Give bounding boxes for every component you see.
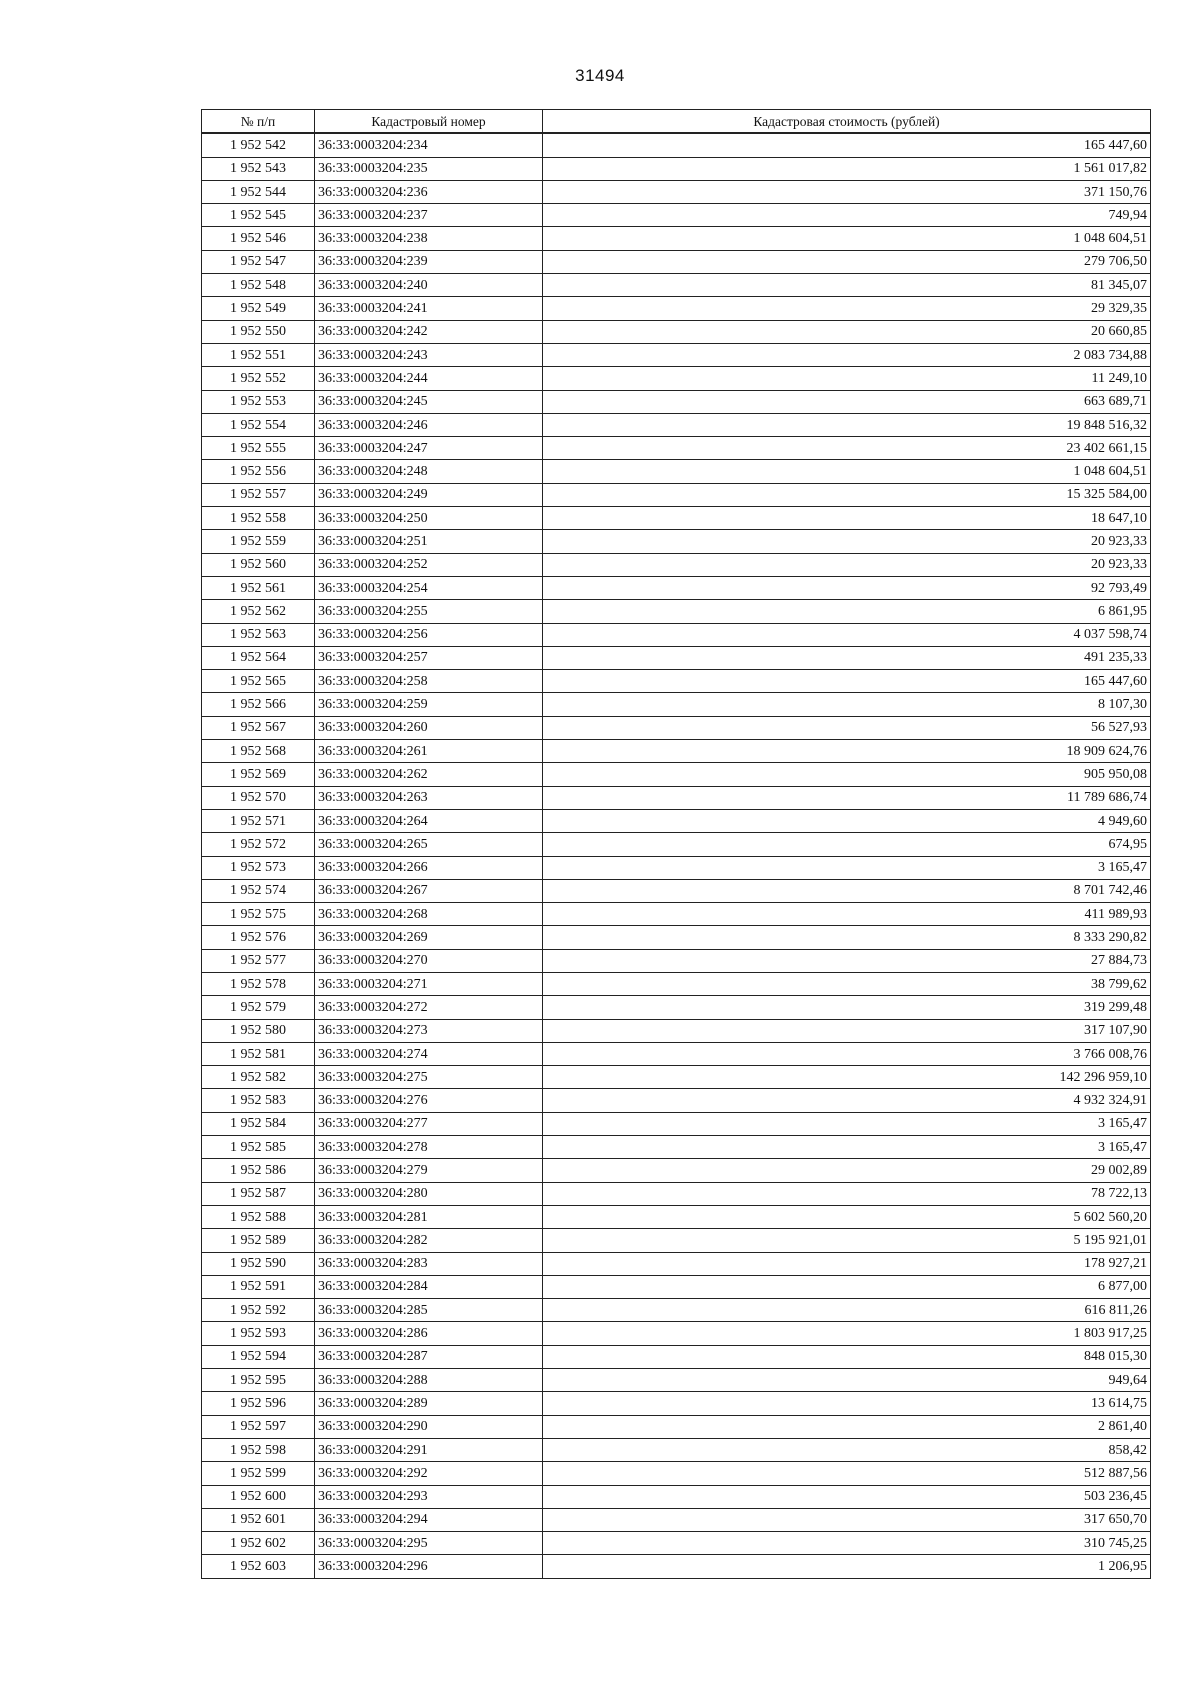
cadastral-number-cell: 36:33:0003204:254 [315, 576, 543, 599]
row-number-cell: 1 952 566 [202, 693, 315, 716]
cadastral-value-cell: 11 789 686,74 [543, 786, 1151, 809]
table-row [202, 274, 1151, 297]
cadastral-value-cell: 663 689,71 [543, 390, 1151, 413]
table-row [202, 250, 1151, 273]
table-row [202, 437, 1151, 460]
row-number-cell: 1 952 589 [202, 1229, 315, 1252]
row-number-cell: 1 952 564 [202, 646, 315, 669]
table-row [202, 600, 1151, 623]
cadastral-value-cell: 8 701 742,46 [543, 879, 1151, 902]
cadastral-value-cell: 4 949,60 [543, 809, 1151, 832]
table-row [202, 1136, 1151, 1159]
table-row [202, 1112, 1151, 1135]
table-row [202, 553, 1151, 576]
table-row [202, 1369, 1151, 1392]
cadastral-value-cell: 674,95 [543, 833, 1151, 856]
cadastral-number-cell: 36:33:0003204:263 [315, 786, 543, 809]
row-number-cell: 1 952 599 [202, 1462, 315, 1485]
cadastral-number-cell: 36:33:0003204:234 [315, 133, 543, 157]
row-number-cell: 1 952 595 [202, 1369, 315, 1392]
cadastral-number-cell: 36:33:0003204:271 [315, 972, 543, 995]
cadastral-value-cell: 503 236,45 [543, 1485, 1151, 1508]
row-number-cell: 1 952 579 [202, 996, 315, 1019]
cadastral-value-cell: 749,94 [543, 204, 1151, 227]
cadastral-number-cell: 36:33:0003204:289 [315, 1392, 543, 1415]
cadastral-number-cell: 36:33:0003204:257 [315, 646, 543, 669]
cadastral-value-cell: 279 706,50 [543, 250, 1151, 273]
cadastral-number-cell: 36:33:0003204:282 [315, 1229, 543, 1252]
table-row [202, 879, 1151, 902]
cadastral-value-cell: 13 614,75 [543, 1392, 1151, 1415]
cadastral-number-cell: 36:33:0003204:265 [315, 833, 543, 856]
table-row [202, 972, 1151, 995]
cadastral-value-cell: 949,64 [543, 1369, 1151, 1392]
cadastral-value-cell: 3 165,47 [543, 1112, 1151, 1135]
table-row [202, 926, 1151, 949]
row-number-cell: 1 952 573 [202, 856, 315, 879]
cadastral-number-cell: 36:33:0003204:274 [315, 1042, 543, 1065]
cadastral-value-cell: 20 923,33 [543, 553, 1151, 576]
cadastral-value-cell: 371 150,76 [543, 180, 1151, 203]
cadastral-number-cell: 36:33:0003204:243 [315, 343, 543, 366]
cadastral-number-cell: 36:33:0003204:292 [315, 1462, 543, 1485]
row-number-cell: 1 952 598 [202, 1438, 315, 1461]
cadastral-value-cell: 1 206,95 [543, 1555, 1151, 1578]
cadastral-number-cell: 36:33:0003204:270 [315, 949, 543, 972]
table-row [202, 1555, 1151, 1578]
row-number-cell: 1 952 588 [202, 1205, 315, 1228]
page-number: 31494 [575, 66, 625, 85]
row-number-cell: 1 952 560 [202, 553, 315, 576]
cadastral-value-cell: 38 799,62 [543, 972, 1151, 995]
table-row [202, 180, 1151, 203]
row-number-cell: 1 952 565 [202, 670, 315, 693]
table-row [202, 833, 1151, 856]
table-row [202, 576, 1151, 599]
table-row [202, 204, 1151, 227]
cadastral-value-cell: 491 235,33 [543, 646, 1151, 669]
row-number-cell: 1 952 546 [202, 227, 315, 250]
table-header [202, 110, 1151, 134]
cadastral-value-cell: 1 048 604,51 [543, 460, 1151, 483]
table-row [202, 1462, 1151, 1485]
cadastral-number-cell: 36:33:0003204:241 [315, 297, 543, 320]
cadastral-number-cell: 36:33:0003204:277 [315, 1112, 543, 1135]
cadastral-number-cell: 36:33:0003204:287 [315, 1345, 543, 1368]
cadastral-number-cell: 36:33:0003204:268 [315, 903, 543, 926]
row-number-cell: 1 952 569 [202, 763, 315, 786]
cadastral-value-cell: 1 561 017,82 [543, 157, 1151, 180]
cadastral-number-cell: 36:33:0003204:236 [315, 180, 543, 203]
cadastral-number-cell: 36:33:0003204:284 [315, 1275, 543, 1298]
row-number-cell: 1 952 557 [202, 483, 315, 506]
cadastral-value-cell: 27 884,73 [543, 949, 1151, 972]
cadastral-number-cell: 36:33:0003204:239 [315, 250, 543, 273]
cadastral-value-cell: 142 296 959,10 [543, 1066, 1151, 1089]
cadastral-number-cell: 36:33:0003204:251 [315, 530, 543, 553]
cadastral-number-cell: 36:33:0003204:267 [315, 879, 543, 902]
cadastral-number-cell: 36:33:0003204:283 [315, 1252, 543, 1275]
cadastral-number-cell: 36:33:0003204:296 [315, 1555, 543, 1578]
table-row [202, 320, 1151, 343]
table-row [202, 460, 1151, 483]
row-number-cell: 1 952 583 [202, 1089, 315, 1112]
cadastral-number-cell: 36:33:0003204:250 [315, 507, 543, 530]
cadastral-number-cell: 36:33:0003204:242 [315, 320, 543, 343]
table-row [202, 1066, 1151, 1089]
cadastral-number-cell: 36:33:0003204:275 [315, 1066, 543, 1089]
cadastral-value-cell: 23 402 661,15 [543, 437, 1151, 460]
cadastral-number-cell: 36:33:0003204:280 [315, 1182, 543, 1205]
header-cadastral-number: Кадастровый номер [315, 110, 543, 134]
row-number-cell: 1 952 545 [202, 204, 315, 227]
row-number-cell: 1 952 543 [202, 157, 315, 180]
cadastral-value-cell: 165 447,60 [543, 670, 1151, 693]
cadastral-value-cell: 11 249,10 [543, 367, 1151, 390]
row-number-cell: 1 952 575 [202, 903, 315, 926]
cadastral-value-table [201, 109, 1151, 1579]
table-row [202, 1345, 1151, 1368]
cadastral-value-cell: 1 803 917,25 [543, 1322, 1151, 1345]
cadastral-number-cell: 36:33:0003204:295 [315, 1532, 543, 1555]
row-number-cell: 1 952 561 [202, 576, 315, 599]
cadastral-value-cell: 4 932 324,91 [543, 1089, 1151, 1112]
cadastral-value-cell: 858,42 [543, 1438, 1151, 1461]
cadastral-value-cell: 5 602 560,20 [543, 1205, 1151, 1228]
cadastral-value-cell: 8 333 290,82 [543, 926, 1151, 949]
row-number-cell: 1 952 555 [202, 437, 315, 460]
table-row [202, 740, 1151, 763]
table-body [202, 133, 1151, 1578]
row-number-cell: 1 952 600 [202, 1485, 315, 1508]
row-number-cell: 1 952 544 [202, 180, 315, 203]
row-number-cell: 1 952 574 [202, 879, 315, 902]
table-row [202, 343, 1151, 366]
table-row [202, 1229, 1151, 1252]
row-number-cell: 1 952 568 [202, 740, 315, 763]
table-row [202, 996, 1151, 1019]
table-row [202, 1438, 1151, 1461]
cadastral-value-cell: 56 527,93 [543, 716, 1151, 739]
row-number-cell: 1 952 562 [202, 600, 315, 623]
cadastral-value-cell: 848 015,30 [543, 1345, 1151, 1368]
table-row [202, 1019, 1151, 1042]
cadastral-value-cell: 616 811,26 [543, 1299, 1151, 1322]
table-row [202, 809, 1151, 832]
cadastral-value-cell: 3 165,47 [543, 1136, 1151, 1159]
cadastral-value-cell: 6 861,95 [543, 600, 1151, 623]
row-number-cell: 1 952 582 [202, 1066, 315, 1089]
row-number-cell: 1 952 567 [202, 716, 315, 739]
cadastral-value-cell: 18 909 624,76 [543, 740, 1151, 763]
row-number-cell: 1 952 590 [202, 1252, 315, 1275]
cadastral-value-cell: 1 048 604,51 [543, 227, 1151, 250]
cadastral-number-cell: 36:33:0003204:272 [315, 996, 543, 1019]
table-row [202, 1532, 1151, 1555]
row-number-cell: 1 952 586 [202, 1159, 315, 1182]
cadastral-value-cell: 317 650,70 [543, 1508, 1151, 1531]
cadastral-number-cell: 36:33:0003204:293 [315, 1485, 543, 1508]
cadastral-value-cell: 178 927,21 [543, 1252, 1151, 1275]
table-row [202, 1322, 1151, 1345]
cadastral-number-cell: 36:33:0003204:276 [315, 1089, 543, 1112]
row-number-cell: 1 952 594 [202, 1345, 315, 1368]
cadastral-number-cell: 36:33:0003204:255 [315, 600, 543, 623]
row-number-cell: 1 952 597 [202, 1415, 315, 1438]
cadastral-value-cell: 3 165,47 [543, 856, 1151, 879]
header-row-number: № п/п [202, 110, 315, 134]
cadastral-value-cell: 78 722,13 [543, 1182, 1151, 1205]
cadastral-value-cell: 81 345,07 [543, 274, 1151, 297]
cadastral-value-cell: 317 107,90 [543, 1019, 1151, 1042]
table-row [202, 1182, 1151, 1205]
cadastral-value-cell: 8 107,30 [543, 693, 1151, 716]
row-number-cell: 1 952 587 [202, 1182, 315, 1205]
row-number-cell: 1 952 576 [202, 926, 315, 949]
table-row [202, 390, 1151, 413]
table-row [202, 133, 1151, 157]
cadastral-value-cell: 19 848 516,32 [543, 413, 1151, 436]
header-cadastral-value: Кадастровая стоимость (рублей) [543, 110, 1151, 134]
row-number-cell: 1 952 577 [202, 949, 315, 972]
table-row [202, 670, 1151, 693]
table-row [202, 1415, 1151, 1438]
table-row [202, 1508, 1151, 1531]
row-number-cell: 1 952 572 [202, 833, 315, 856]
cadastral-number-cell: 36:33:0003204:256 [315, 623, 543, 646]
table-row [202, 483, 1151, 506]
table-row [202, 623, 1151, 646]
row-number-cell: 1 952 585 [202, 1136, 315, 1159]
table-row [202, 507, 1151, 530]
cadastral-value-cell: 29 002,89 [543, 1159, 1151, 1182]
cadastral-number-cell: 36:33:0003204:264 [315, 809, 543, 832]
table-row [202, 786, 1151, 809]
cadastral-number-cell: 36:33:0003204:262 [315, 763, 543, 786]
table-row [202, 646, 1151, 669]
table-row [202, 903, 1151, 926]
table-row [202, 1299, 1151, 1322]
row-number-cell: 1 952 603 [202, 1555, 315, 1578]
table-row [202, 530, 1151, 553]
cadastral-value-cell: 92 793,49 [543, 576, 1151, 599]
cadastral-number-cell: 36:33:0003204:249 [315, 483, 543, 506]
table-row [202, 856, 1151, 879]
cadastral-number-cell: 36:33:0003204:286 [315, 1322, 543, 1345]
row-number-cell: 1 952 570 [202, 786, 315, 809]
cadastral-number-cell: 36:33:0003204:235 [315, 157, 543, 180]
cadastral-number-cell: 36:33:0003204:246 [315, 413, 543, 436]
cadastral-number-cell: 36:33:0003204:240 [315, 274, 543, 297]
table-row [202, 763, 1151, 786]
cadastral-number-cell: 36:33:0003204:294 [315, 1508, 543, 1531]
row-number-cell: 1 952 581 [202, 1042, 315, 1065]
table-row [202, 1252, 1151, 1275]
row-number-cell: 1 952 548 [202, 274, 315, 297]
row-number-cell: 1 952 553 [202, 390, 315, 413]
cadastral-number-cell: 36:33:0003204:291 [315, 1438, 543, 1461]
cadastral-number-cell: 36:33:0003204:247 [315, 437, 543, 460]
cadastral-number-cell: 36:33:0003204:252 [315, 553, 543, 576]
cadastral-number-cell: 36:33:0003204:288 [315, 1369, 543, 1392]
row-number-cell: 1 952 559 [202, 530, 315, 553]
row-number-cell: 1 952 542 [202, 133, 315, 157]
row-number-cell: 1 952 602 [202, 1532, 315, 1555]
cadastral-number-cell: 36:33:0003204:278 [315, 1136, 543, 1159]
table-row [202, 1089, 1151, 1112]
cadastral-number-cell: 36:33:0003204:285 [315, 1299, 543, 1322]
row-number-cell: 1 952 571 [202, 809, 315, 832]
row-number-cell: 1 952 593 [202, 1322, 315, 1345]
row-number-cell: 1 952 556 [202, 460, 315, 483]
cadastral-number-cell: 36:33:0003204:290 [315, 1415, 543, 1438]
cadastral-number-cell: 36:33:0003204:261 [315, 740, 543, 763]
row-number-cell: 1 952 578 [202, 972, 315, 995]
cadastral-value-cell: 4 037 598,74 [543, 623, 1151, 646]
row-number-cell: 1 952 592 [202, 1299, 315, 1322]
cadastral-number-cell: 36:33:0003204:259 [315, 693, 543, 716]
cadastral-value-cell: 3 766 008,76 [543, 1042, 1151, 1065]
row-number-cell: 1 952 550 [202, 320, 315, 343]
table-row [202, 949, 1151, 972]
cadastral-value-cell: 310 745,25 [543, 1532, 1151, 1555]
table-row [202, 413, 1151, 436]
row-number-cell: 1 952 580 [202, 1019, 315, 1042]
cadastral-value-cell: 319 299,48 [543, 996, 1151, 1019]
cadastral-value-cell: 18 647,10 [543, 507, 1151, 530]
table-row [202, 1392, 1151, 1415]
table-row [202, 1205, 1151, 1228]
cadastral-value-cell: 6 877,00 [543, 1275, 1151, 1298]
row-number-cell: 1 952 596 [202, 1392, 315, 1415]
table-row [202, 367, 1151, 390]
table-row [202, 1159, 1151, 1182]
row-number-cell: 1 952 584 [202, 1112, 315, 1135]
row-number-cell: 1 952 563 [202, 623, 315, 646]
table-row [202, 1275, 1151, 1298]
cadastral-value-cell: 29 329,35 [543, 297, 1151, 320]
row-number-cell: 1 952 601 [202, 1508, 315, 1531]
cadastral-number-cell: 36:33:0003204:237 [315, 204, 543, 227]
row-number-cell: 1 952 558 [202, 507, 315, 530]
row-number-cell: 1 952 591 [202, 1275, 315, 1298]
row-number-cell: 1 952 554 [202, 413, 315, 436]
cadastral-number-cell: 36:33:0003204:248 [315, 460, 543, 483]
table-row [202, 227, 1151, 250]
table-row [202, 1485, 1151, 1508]
cadastral-number-cell: 36:33:0003204:269 [315, 926, 543, 949]
table-row [202, 297, 1151, 320]
table-row [202, 1042, 1151, 1065]
cadastral-value-cell: 20 923,33 [543, 530, 1151, 553]
table-row [202, 716, 1151, 739]
cadastral-value-cell: 2 861,40 [543, 1415, 1151, 1438]
cadastral-value-cell: 20 660,85 [543, 320, 1151, 343]
cadastral-number-cell: 36:33:0003204:279 [315, 1159, 543, 1182]
cadastral-value-cell: 165 447,60 [543, 133, 1151, 157]
header-row [202, 110, 1151, 134]
cadastral-value-cell: 905 950,08 [543, 763, 1151, 786]
row-number-cell: 1 952 547 [202, 250, 315, 273]
cadastral-number-cell: 36:33:0003204:260 [315, 716, 543, 739]
row-number-cell: 1 952 552 [202, 367, 315, 390]
table-row [202, 693, 1151, 716]
cadastral-value-cell: 15 325 584,00 [543, 483, 1151, 506]
row-number-cell: 1 952 549 [202, 297, 315, 320]
cadastral-value-cell: 5 195 921,01 [543, 1229, 1151, 1252]
cadastral-number-cell: 36:33:0003204:258 [315, 670, 543, 693]
cadastral-number-cell: 36:33:0003204:244 [315, 367, 543, 390]
cadastral-value-cell: 2 083 734,88 [543, 343, 1151, 366]
cadastral-number-cell: 36:33:0003204:273 [315, 1019, 543, 1042]
cadastral-number-cell: 36:33:0003204:266 [315, 856, 543, 879]
table-row [202, 157, 1151, 180]
cadastral-value-cell: 512 887,56 [543, 1462, 1151, 1485]
row-number-cell: 1 952 551 [202, 343, 315, 366]
cadastral-value-cell: 411 989,93 [543, 903, 1151, 926]
cadastral-number-cell: 36:33:0003204:238 [315, 227, 543, 250]
cadastral-number-cell: 36:33:0003204:245 [315, 390, 543, 413]
cadastral-number-cell: 36:33:0003204:281 [315, 1205, 543, 1228]
